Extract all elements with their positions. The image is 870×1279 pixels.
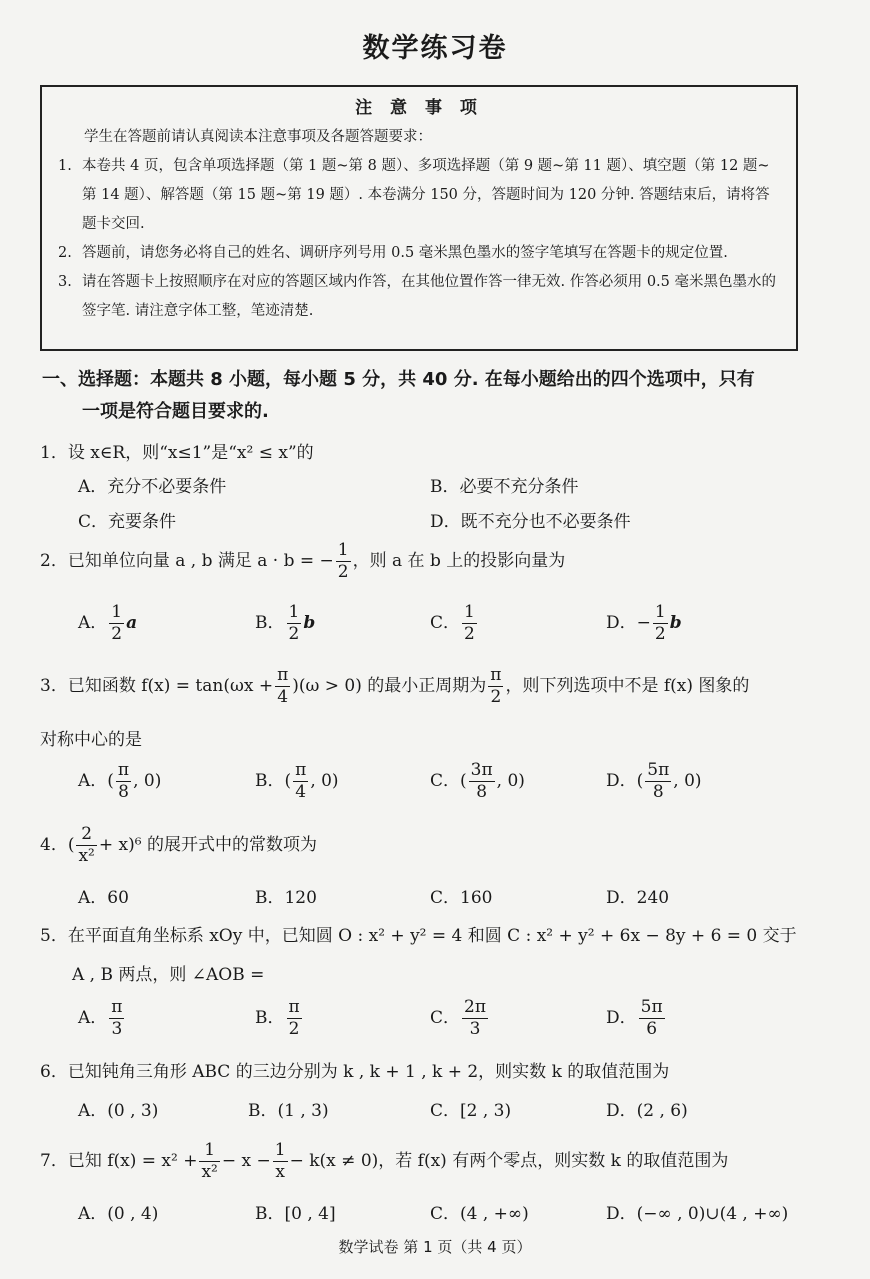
question-1-option-b: B．必要不充分条件 <box>430 477 579 497</box>
fraction-numerator: 1 <box>654 602 666 622</box>
fraction-denominator: 3 <box>462 1018 488 1038</box>
question-2-stem <box>40 542 565 581</box>
question-1-option-c: C．充要条件 <box>78 512 177 532</box>
question-2-stem-post: ，则 a 在 b 上的投影向量为 <box>352 551 566 571</box>
question-1-stem: 1．设 x∈R，则“x≤1”是“x² ≤ x”的 <box>40 443 314 463</box>
question-7-stem-pre: 7．已知 f(x) = x² + <box>40 1151 198 1171</box>
section-heading-line2: 一项是符合题目要求的. <box>82 401 269 422</box>
question-2-option-d <box>606 604 682 643</box>
option-tail: , 0) <box>133 771 162 791</box>
fraction <box>336 542 351 581</box>
question-6-stem: 6．已知钝角三角形 ABC 的三边分别为 k , k + 1 , k + 2，则实数 k 的取值范围为 <box>40 1062 670 1082</box>
fraction-denominator: 8 <box>469 781 495 801</box>
option-label: C．( <box>430 771 467 791</box>
notice-item-text: 请在答题卡上按照顺序在对应的答题区域内作答，在其他位置作答一律无效. 作答必须用 0.5 毫米黑色墨水的签字笔. 请注意字体工整，笔迹清楚. <box>82 274 776 319</box>
fraction-denominator: 4 <box>275 686 290 706</box>
option-label: D． <box>606 1008 637 1028</box>
question-3-stem-pre: 3．已知函数 f(x) = tan(ωx + <box>40 676 274 696</box>
fraction-numerator: 5π <box>640 997 663 1017</box>
notice-item <box>58 268 780 326</box>
fraction-denominator: 2 <box>464 624 475 644</box>
notice-intro: 学生在答题前请认真阅读本注意事项及各题答题要求： <box>84 129 432 145</box>
question-2-option-c <box>430 604 479 643</box>
question-7-option-c: C．(4 , +∞) <box>430 1204 529 1224</box>
fraction <box>645 762 671 801</box>
fraction <box>273 1142 288 1181</box>
notice-item-text: 本卷共 4 页，包含单项选择题（第 1 题~第 8 题）、多项选择题（第 9 题~第 11 题）、填空题（第 12 题~第 14 题）、解答题（第 15 题~第 19 题）. 本卷满分 150 分，答题时间为 120 分钟. 答题结束后，请将答题卡交回. <box>82 158 770 232</box>
page-footer: 数学试卷 第 1 页（共 4 页） <box>338 1238 532 1256</box>
option-label: A． <box>78 613 108 633</box>
fraction <box>469 762 495 801</box>
fraction <box>287 999 302 1038</box>
question-5-option-c <box>430 999 490 1038</box>
fraction-denominator: 8 <box>116 781 131 801</box>
fraction-numerator: π <box>490 665 502 685</box>
fraction-numerator: 1 <box>204 1140 216 1160</box>
fraction <box>653 604 668 643</box>
fraction-numerator: 2 <box>81 824 93 844</box>
option-tail: , 0) <box>310 771 339 791</box>
fraction-numerator: 1 <box>337 540 349 560</box>
section-heading-line1: 一、选择题：本题共 8 小题，每小题 5 分，共 40 分. 在每小题给出的四个选项中，只有 <box>42 369 755 390</box>
fraction <box>488 667 503 706</box>
question-4-option-a: A．60 <box>78 888 129 908</box>
fraction-denominator: 2 <box>654 624 666 644</box>
notice-item-number: 3. <box>58 274 72 290</box>
fraction-numerator: π <box>295 760 307 780</box>
question-6-option-a: A．(0 , 3) <box>78 1101 159 1121</box>
question-1-option-d: D．既不充分也不必要条件 <box>430 512 631 532</box>
fraction-denominator: 2 <box>337 562 349 582</box>
fraction <box>109 999 124 1038</box>
fraction <box>116 762 131 801</box>
question-4-option-d: D．240 <box>606 888 670 908</box>
fraction-denominator: 3 <box>109 1018 124 1038</box>
section-heading <box>42 364 822 428</box>
option-vector: b <box>669 613 682 633</box>
option-label: C． <box>430 613 461 633</box>
question-6-option-c: C．[2 , 3) <box>430 1101 512 1121</box>
question-3-option-d <box>606 762 702 801</box>
question-4-stem <box>40 826 317 865</box>
fraction-numerator: 3π <box>470 760 493 780</box>
fraction-denominator: 4 <box>293 781 308 801</box>
fraction-denominator: x <box>273 1161 288 1181</box>
question-7-option-b: B．[0 , 4] <box>255 1204 336 1224</box>
option-label: A．( <box>78 771 114 791</box>
fraction <box>639 999 665 1038</box>
fraction-denominator: 2 <box>287 1018 302 1038</box>
question-6-option-b: B．(1 , 3) <box>248 1101 329 1121</box>
question-7-stem-mid: − x − <box>221 1151 271 1171</box>
question-7-option-a: A．(0 , 4) <box>78 1204 159 1224</box>
question-4-option-b: B．120 <box>255 888 317 908</box>
fraction <box>293 762 308 801</box>
fraction <box>462 604 477 643</box>
question-4-stem-post: + x)⁶ 的展开式中的常数项为 <box>98 835 317 855</box>
notice-item <box>58 152 780 239</box>
question-3-option-c <box>430 762 525 801</box>
fraction <box>109 604 124 643</box>
option-label: D．( <box>606 771 644 791</box>
question-1-option-a: A．充分不必要条件 <box>78 477 227 497</box>
page-title: 数学练习卷 <box>362 33 508 64</box>
fraction-numerator: π <box>111 997 123 1017</box>
fraction-denominator: 2 <box>488 686 503 706</box>
option-tail: , 0) <box>496 771 525 791</box>
fraction <box>76 826 96 865</box>
question-2-stem-pre: 2．已知单位向量 a , b 满足 a · b = − <box>40 551 334 571</box>
fraction-denominator: 8 <box>645 781 671 801</box>
question-3-stem-post: ，则下列选项中不是 f(x) 图象的 <box>505 676 750 696</box>
option-tail: , 0) <box>673 771 702 791</box>
fraction-numerator: 1 <box>288 602 300 622</box>
question-5-option-d <box>606 999 667 1038</box>
question-3-option-b <box>255 762 339 801</box>
option-label: A． <box>78 1008 108 1028</box>
fraction-numerator: π <box>288 997 300 1017</box>
question-2-option-a <box>78 604 137 643</box>
notice-item-number: 1. <box>58 158 72 174</box>
question-7-stem <box>40 1142 728 1181</box>
fraction-numerator: 5π <box>647 760 670 780</box>
option-label: B． <box>255 613 285 633</box>
option-label: D．− <box>606 613 651 633</box>
fraction <box>275 667 290 706</box>
fraction <box>199 1142 219 1181</box>
question-5-stem-line2: A , B 两点，则 ∠AOB = <box>72 965 265 985</box>
fraction-denominator: 2 <box>111 624 123 644</box>
question-7-option-d: D．(−∞ , 0)∪(4 , +∞) <box>606 1204 789 1224</box>
option-vector: a <box>126 613 138 633</box>
fraction-numerator: π <box>117 760 130 780</box>
fraction <box>462 999 488 1038</box>
fraction-denominator: 6 <box>639 1018 665 1038</box>
fraction-denominator: 2 <box>288 624 300 644</box>
notice-item-text: 答题前，请您务必将自己的姓名、调研序列号用 0.5 毫米黑色墨水的签字笔填写在答题卡的规定位置. <box>82 245 728 261</box>
option-vector: b <box>303 613 316 633</box>
fraction-denominator: x² <box>78 846 95 866</box>
question-3-stem <box>40 667 749 706</box>
option-label: B．( <box>255 771 292 791</box>
question-3-stem-mid: )(ω > 0) 的最小正周期为 <box>292 676 487 696</box>
fraction-numerator: 1 <box>111 602 123 622</box>
question-6-option-d: D．(2 , 6) <box>606 1101 688 1121</box>
notice-heading: 注 意 事 项 <box>355 98 483 118</box>
question-3-option-a <box>78 762 161 801</box>
notice-box <box>40 85 798 351</box>
fraction-numerator: 1 <box>274 1140 286 1160</box>
question-5-option-b <box>255 999 304 1038</box>
notice-item-number: 2. <box>58 245 72 261</box>
question-5-option-a <box>78 999 126 1038</box>
fraction <box>287 604 302 643</box>
question-3-stem-line2: 对称中心的是 <box>40 730 142 750</box>
fraction-numerator: 1 <box>464 602 475 622</box>
fraction-denominator: x² <box>201 1162 218 1182</box>
question-7-stem-post: − k(x ≠ 0)，若 f(x) 有两个零点，则实数 k 的取值范围为 <box>289 1151 729 1171</box>
question-4-stem-pre: 4．( <box>40 835 75 855</box>
question-2-option-b <box>255 604 315 643</box>
option-label: C． <box>430 1008 461 1028</box>
option-label: B． <box>255 1008 285 1028</box>
fraction-numerator: π <box>277 665 289 685</box>
question-5-stem: 5．在平面直角坐标系 xOy 中，已知圆 O : x² + y² = 4 和圆 C : x² + y² + 6x − 8y + 6 = 0 交于 <box>40 926 797 946</box>
notice-item <box>58 239 780 268</box>
fraction-numerator: 2π <box>464 997 487 1017</box>
question-4-option-c: C．160 <box>430 888 493 908</box>
